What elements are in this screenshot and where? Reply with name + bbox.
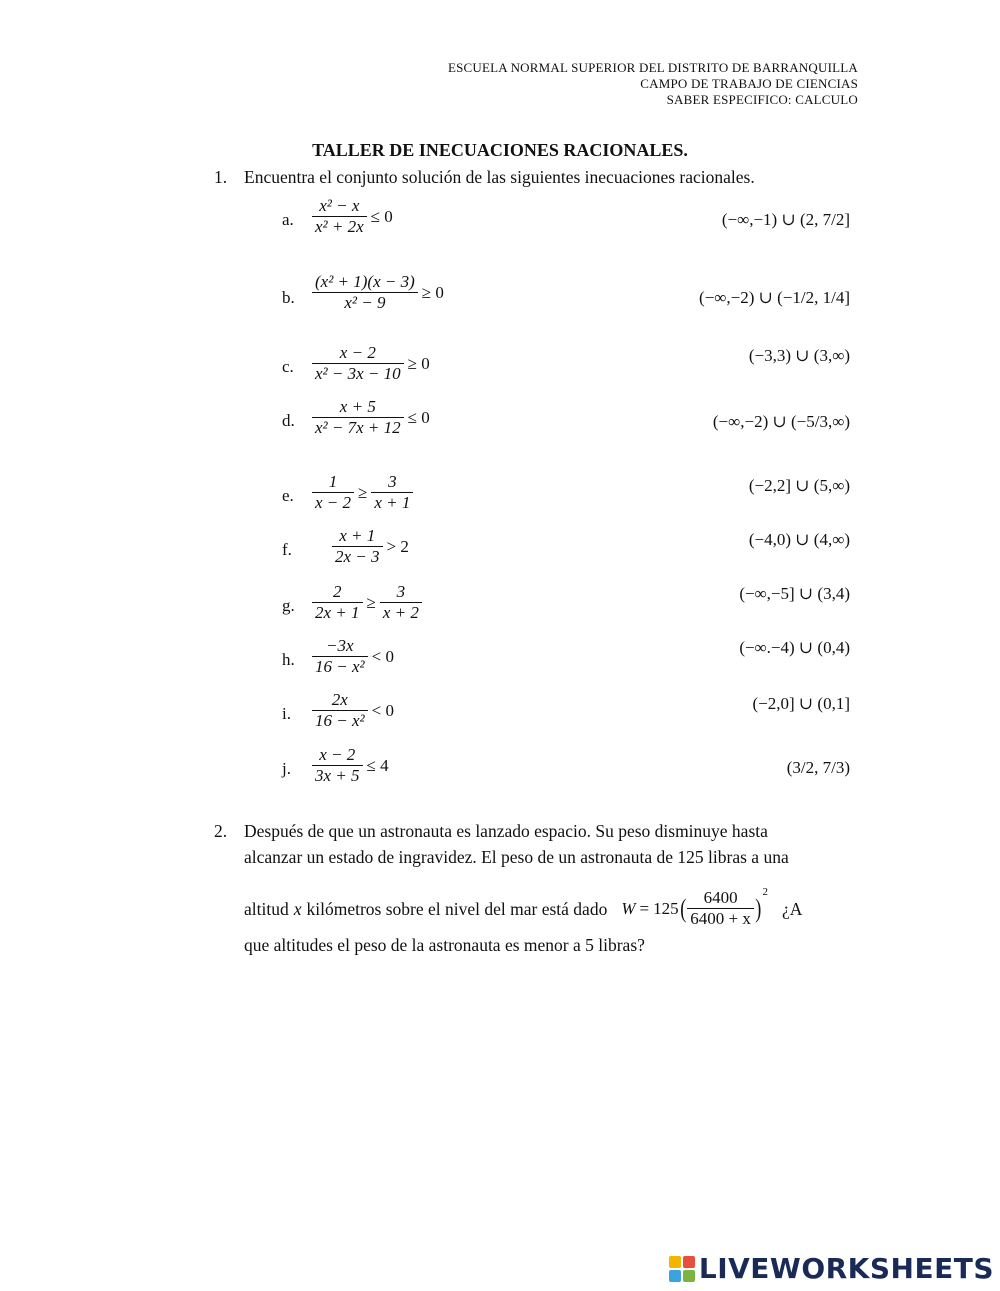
question-2-line-4: que altitudes el peso de la astronauta es menor a 5 libras? [244, 935, 645, 955]
item-b-label: b. [282, 288, 295, 307]
q2-text-kilometros: kilómetros sobre el nivel del mar está dado [306, 898, 608, 919]
item-j-numerator: x − 2 [319, 745, 356, 764]
item-a-relation: ≤ 0 [370, 206, 393, 226]
logo-square-2 [683, 1256, 695, 1268]
item-i-numerator: 2x [331, 690, 348, 709]
item-c-denominator: x² − 3x − 10 [312, 363, 404, 384]
item-i-label: i. [282, 704, 291, 723]
item-j-denominator: 3x + 5 [312, 765, 363, 786]
question-2-line-2: alcanzar un estado de ingravidez. El peso de un astronauta de 125 libras a una [244, 847, 789, 867]
logo-text: LIVEWORKSHEETS [698, 1252, 994, 1285]
question-2-number: 2. [214, 821, 228, 841]
item-a-label: a. [282, 210, 294, 229]
item-b-answer: (−∞,−2) ∪ (−1/2, 1/4] [699, 288, 850, 307]
logo-icon [669, 1256, 695, 1282]
formula-left-paren: ( [679, 893, 686, 923]
item-h-answer: (−∞.−4) ∪ (0,4) [739, 638, 850, 657]
item-i-answer: (−2,0] ∪ (0,1] [752, 694, 850, 713]
item-g-numerator-2: 3 [396, 582, 406, 601]
item-c-relation: ≥ 0 [407, 353, 430, 373]
formula-w: W [621, 898, 636, 918]
item-f-answer: (−4,0) ∪ (4,∞) [748, 530, 850, 549]
item-c-inequality [312, 343, 434, 384]
formula-numerator: 6400 [703, 888, 738, 907]
item-h-denominator: 16 − x² [312, 656, 368, 677]
formula-equals: = [639, 898, 650, 918]
item-b-inequality [312, 272, 448, 313]
item-f-relation: > 2 [386, 536, 409, 556]
liveworksheets-logo [669, 1252, 994, 1285]
logo-square-3 [669, 1270, 681, 1282]
item-a-numerator: x² − x [319, 196, 360, 215]
item-g-label: g. [282, 596, 295, 615]
item-d-numerator: x + 5 [339, 397, 376, 416]
item-i-denominator: 16 − x² [312, 710, 368, 731]
item-e-numerator: 1 [328, 472, 338, 491]
item-i-inequality [312, 690, 398, 731]
item-d-inequality [312, 397, 434, 438]
item-b-relation: ≥ 0 [421, 282, 444, 302]
item-d-relation: ≤ 0 [407, 407, 430, 427]
item-f-numerator: x + 1 [339, 526, 376, 545]
item-j-label: j. [282, 759, 291, 778]
item-g-answer: (−∞,−5] ∪ (3,4) [739, 584, 850, 603]
question-1-number: 1. [214, 167, 228, 187]
formula-exponent: 2 [762, 886, 769, 898]
question-1-text: Encuentra el conjunto solución de las siguientes inecuaciones racionales. [244, 167, 755, 187]
q2-text-a: ¿A [782, 898, 803, 919]
item-j-answer: (3/2, 7/3) [786, 758, 850, 777]
item-e-denominator-2: x + 1 [371, 492, 413, 513]
item-a-answer: (−∞,−1) ∪ (2, 7/2] [721, 210, 850, 229]
department: CAMPO DE TRABAJO DE CIENCIAS [640, 76, 858, 91]
item-c-label: c. [282, 357, 294, 376]
worksheet-title: TALLER DE INECUACIONES RACIONALES. [312, 140, 688, 160]
weight-formula [621, 888, 768, 929]
item-h-inequality [312, 636, 398, 677]
item-h-relation: < 0 [371, 646, 394, 666]
item-b-numerator: (x² + 1)(x − 3) [315, 272, 415, 291]
item-e-answer: (−2,2] ∪ (5,∞) [748, 476, 850, 495]
formula-right-paren: ) [755, 893, 762, 923]
q2-text-altitud: altitud [244, 898, 289, 919]
item-e-numerator-2: 3 [388, 472, 397, 491]
item-j-relation: ≤ 4 [366, 755, 389, 775]
item-j-inequality [312, 745, 393, 786]
logo-square-1 [669, 1256, 681, 1268]
item-e-relation: ≥ [358, 482, 368, 502]
item-a-denominator: x² + 2x [312, 216, 367, 237]
item-g-numerator: 2 [333, 582, 342, 601]
item-g-relation: ≥ [366, 592, 376, 612]
item-a-inequality [312, 196, 397, 237]
item-i-relation: < 0 [371, 700, 394, 720]
item-g-denominator: 2x + 1 [312, 602, 363, 623]
item-h-label: h. [282, 650, 295, 669]
logo-square-4 [683, 1270, 695, 1282]
formula-denominator: 6400 + x [687, 908, 754, 929]
item-e-label: e. [282, 486, 294, 505]
item-d-answer: (−∞,−2) ∪ (−5/3,∞) [712, 412, 850, 431]
item-f-denominator: 2x − 3 [332, 546, 383, 567]
item-g-denominator-2: x + 2 [380, 602, 422, 623]
item-h-numerator: −3x [326, 636, 354, 655]
item-f-inequality [332, 526, 413, 567]
subject: SABER ESPECIFICO: CALCULO [666, 92, 858, 107]
q2-variable-x: x [293, 898, 302, 919]
item-g-inequality [312, 582, 422, 623]
item-c-numerator: x − 2 [339, 343, 376, 362]
item-c-answer: (−3,3) ∪ (3,∞) [748, 346, 850, 365]
question-2-line-3 [244, 888, 860, 929]
item-b-denominator: x² − 9 [312, 292, 418, 313]
item-e-denominator: x − 2 [312, 492, 354, 513]
formula-coefficient: 125 [653, 898, 679, 918]
item-d-denominator: x² − 7x + 12 [312, 417, 404, 438]
question-2-line-1: Después de que un astronauta es lanzado espacio. Su peso disminuye hasta [244, 821, 768, 841]
item-d-label: d. [282, 411, 295, 430]
school-name: ESCUELA NORMAL SUPERIOR DEL DISTRITO DE BARRANQUILLA [447, 60, 858, 75]
item-e-inequality [312, 472, 413, 513]
item-f-label: f. [282, 540, 292, 559]
